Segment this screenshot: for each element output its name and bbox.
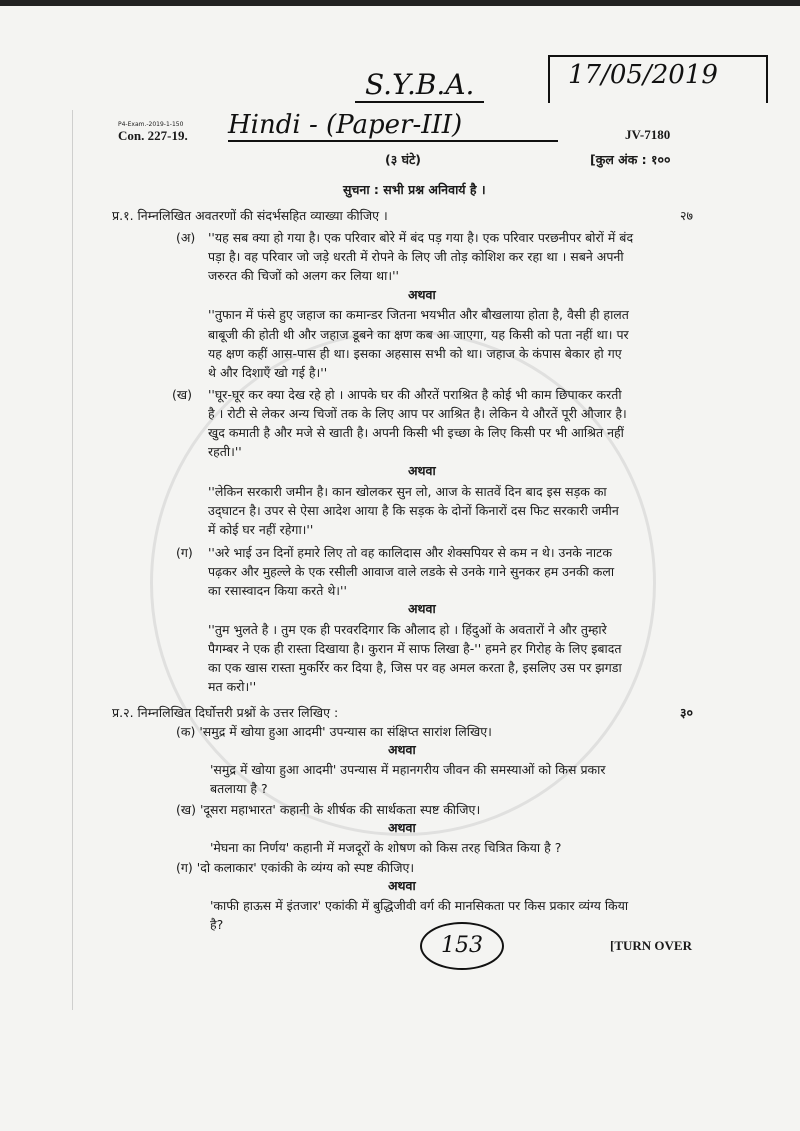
q1b-label: (ख) bbox=[172, 387, 192, 402]
text-line: बतलाया है ? bbox=[210, 781, 268, 796]
q1c-label: (ग) bbox=[176, 545, 193, 560]
text-line: पढ़कर और मुहल्ले के एक रसीली आवाज वाले लडके से उनके गाने सुनकर हम उनकी कला bbox=[208, 564, 615, 579]
text-line: (ख) 'दूसरा महाभारत' कहानी के शीर्षक की सार्थकता स्पष्ट कीजिए। bbox=[176, 802, 481, 817]
total-marks: [कुल अंक : १०० bbox=[590, 152, 671, 167]
or-label: अथवा bbox=[388, 820, 416, 835]
or-label: अथवा bbox=[388, 878, 416, 893]
text-line: 'समुद्र में खोया हुआ आदमी' उपन्यास में महानगरीय जीवन की समस्याओं को किस प्रकार bbox=[210, 762, 606, 777]
scan-edge bbox=[0, 0, 800, 6]
or-label: अथवा bbox=[408, 601, 436, 616]
text-line: ''तुम भुलते है । तुम एक ही परवरदिगार कि औलाद हो । हिंदुओं के अवतारों ने और तुम्हारे bbox=[208, 622, 607, 637]
text-line: का एक खास रास्ता मुकर्रिर कर दिया है, जिस पर वह अमल करता है, इसलिए उस पर झगडा bbox=[208, 660, 622, 675]
text-line: है । रोटी से लेकर अन्य चिजों तक के लिए आप पर आश्रित है। लेकिन ये औरतें पूरी औजार है। bbox=[208, 406, 627, 421]
handwritten-date: 17/05/2019 bbox=[568, 60, 718, 90]
text-line: ''घूर-घूर कर क्या देख रहे हो । आपके घर की औरतें पराश्रित है कोई भी काम छिपाकर करती bbox=[208, 387, 622, 402]
paper-code: JV-7180 bbox=[625, 127, 671, 142]
text-line: पैगम्बर ने एक ही रास्ता दिखाया है। कुरान में साफ लिखा है-'' हमने हर गिरोह के लिए इबादत bbox=[208, 641, 622, 656]
q1-title: प्र.१. निम्नलिखित अवतरणों की संदर्भसहित व्याख्या कीजिए । bbox=[112, 208, 388, 223]
duration: (३ घंटे) bbox=[385, 152, 421, 167]
q2-marks: ३० bbox=[680, 705, 694, 720]
handwritten-page-stamp: 153 bbox=[420, 922, 504, 970]
text-line: खुद कमाती है और मजे से खाती है। अपनी किसी भी इच्छा के लिए किसी पर भी आश्रित नहीं bbox=[208, 425, 624, 440]
handwritten-subject: Hindi - (Paper-III) bbox=[228, 110, 558, 142]
text-line: मत करो।'' bbox=[208, 679, 257, 694]
text-line: है? bbox=[210, 917, 224, 932]
turn-over: [TURN OVER bbox=[610, 938, 692, 953]
instruction: सुचना : सभी प्रश्न अनिवार्य है । bbox=[343, 182, 486, 197]
q1a-label: (अ) bbox=[176, 230, 196, 245]
text-line: में कोई घर नहीं रहेगा।'' bbox=[208, 522, 314, 537]
text-line: उद्‌घाटन है। उपर से ऐसा आदेश आया है कि सड़क के दोनों किनारों दस फिट सरकारी जमीन bbox=[208, 503, 619, 518]
or-label: अथवा bbox=[388, 742, 416, 757]
or-label: अथवा bbox=[408, 287, 436, 302]
text-line: 'काफी हाऊस में इंतजार' एकांकी में बुद्धिजीवी वर्ग की मानसिकता पर किस प्रकार व्यंग्य किया bbox=[210, 898, 629, 913]
margin-line bbox=[72, 110, 73, 1010]
handwritten-class: S.Y.B.A. bbox=[355, 68, 484, 103]
q1-marks: २७ bbox=[680, 208, 694, 223]
exam-code: P4-Exam.-2019-1-150 bbox=[118, 121, 184, 128]
text-line: का रसास्वादन किया करते थे।'' bbox=[208, 583, 347, 598]
text-line: ''तुफान में फंसे हुए जहाज का कमान्डर जितना भयभीत और बौखलाया होता है, वैसी ही हालत bbox=[208, 307, 629, 322]
text-line: (ग) 'दो कलाकार' एकांकी के व्यंग्य को स्पष्ट कीजिए। bbox=[176, 860, 415, 875]
or-label: अथवा bbox=[408, 463, 436, 478]
text-line: थे और दिशाएँ खो गई है।'' bbox=[208, 365, 328, 380]
text-line: यह क्षण कहीं आस-पास ही था। इसका अहसास सभी को था। जहाज के कंपास बेकार हो गए bbox=[208, 346, 622, 361]
text-line: ''यह सब क्या हो गया है। एक परिवार बोरे में बंद पड़ गया है। एक परिवार परछनीपर बोरों में बंद bbox=[208, 230, 634, 245]
text-line: (क) 'समुद्र में खोया हुआ आदमी' उपन्यास का संक्षिप्त सारांश लिखिए। bbox=[176, 724, 492, 739]
q2-title: प्र.२. निम्नलिखित दिर्घोत्तरी प्रश्नों के उत्तर लिखिए : bbox=[112, 705, 339, 720]
text-line: जरुरत की चिजों को अलग कर लिया था।'' bbox=[208, 268, 399, 283]
text-line: ''अरे भाई उन दिनों हमारे लिए तो वह कालिदास और शेक्सपियर से कम न थे। उनके नाटक bbox=[208, 545, 612, 560]
text-line: ''लेकिन सरकारी जमीन है। कान खोलकर सुन लो, आज के सातवें दिन बाद इस सड़क का bbox=[208, 484, 607, 499]
text-line: पड़ा है। वह परिवार जो जड़े धरती में रोपने के लिए जी तोड़ कोशिश कर रहा था । सबने अपनी bbox=[208, 249, 624, 264]
con-number: Con. 227-19. bbox=[118, 128, 188, 143]
text-line: रहती।'' bbox=[208, 444, 242, 459]
text-line: बाबूजी की होती थी और जहाज डूबने का क्षण कब आ जाएगा, यह किसी को पता नहीं था। पर bbox=[208, 327, 629, 342]
text-line: 'मेघना का निर्णय' कहानी में मजदूरों के शोषण को किस तरह चित्रित किया है ? bbox=[210, 840, 562, 855]
